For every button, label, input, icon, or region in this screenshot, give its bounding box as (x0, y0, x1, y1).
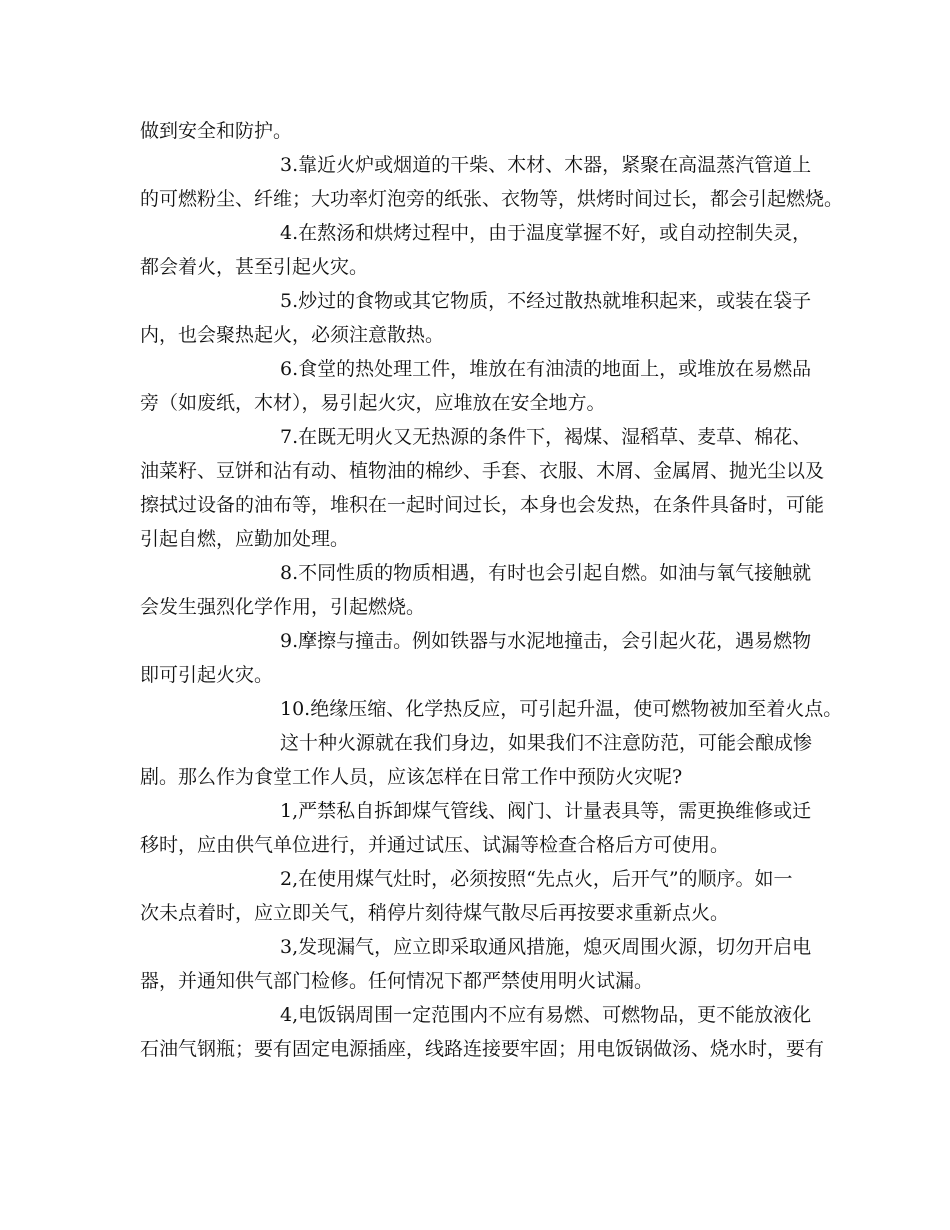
text-line: 次未点着时，应立即关气，稍停片刻待煤气散尽后再按要求重新点火。 (140, 902, 730, 924)
text-line: 4.在熬汤和烘烤过程中，由于温度掌握不好，或自动控制失灵， (280, 222, 812, 244)
text-line: 5.炒过的食物或其它物质，不经过散热就堆积起来，或装在袋子 (280, 290, 812, 312)
text-line: 1,严禁私自拆卸煤气管线、阀门、计量表具等，需更换维修或迁 (280, 800, 812, 822)
document-body (140, 114, 844, 1066)
text-line: 2,在使用煤气灶时，必须按照“先点火，后开气”的顺序。如一 (280, 868, 793, 890)
text-line: 擦拭过设备的油布等，堆积在一起时间过长，本身也会发热，在条件具备时，可能 (140, 494, 825, 516)
text-line: 旁（如废纸，木材），易引起火灾，应堆放在安全地方。 (140, 392, 606, 414)
text-line: 移时，应由供气单位进行，并通过试压、试漏等检查合格后方可使用。 (140, 834, 730, 856)
text-line: 10.绝缘压缩、化学热反应，可引起升温，使可燃物被加至着火点。 (280, 698, 843, 720)
text-line: 油菜籽、豆饼和沾有动、植物油的棉纱、手套、衣服、木屑、金属屑、抛光尘以及 (140, 460, 825, 482)
text-line: 4,电饭锅周围一定范围内不应有易燃、可燃物品，更不能放液化 (280, 1004, 812, 1026)
text-line: 8.不同性质的物质相遇，有时也会引起自燃。如油与氧气接触就 (280, 562, 812, 584)
text-line: 即可引起火灾。 (140, 664, 274, 686)
text-line: 剧。那么作为食堂工作人员，应该怎样在日常工作中预防火灾呢? (140, 766, 683, 788)
text-line: 这十种火源就在我们身边，如果我们不注意防范，可能会酿成惨 (280, 732, 813, 754)
text-line: 做到安全和防护。 (140, 120, 293, 142)
text-line: 内，也会聚热起火，必须注意散热。 (140, 324, 445, 346)
text-line: 器，并通知供气部门检修。任何情况下都严禁使用明火试漏。 (140, 970, 654, 992)
text-line: 9.摩擦与撞击。例如铁器与水泥地撞击，会引起火花，遇易燃物 (280, 630, 812, 652)
text-line: 6.食堂的热处理工件，堆放在有油渍的地面上，或堆放在易燃品 (280, 358, 812, 380)
text-line: 7.在既无明火又无热源的条件下，褐煤、湿稻草、麦草、棉花、 (280, 426, 812, 448)
text-line: 的可燃粉尘、纤维；大功率灯泡旁的纸张、衣物等，烘烤时间过长，都会引起燃烧。 (140, 188, 844, 210)
text-line: 3.靠近火炉或烟道的干柴、木材、木器，紧聚在高温蒸汽管道上 (280, 154, 812, 176)
text-line: 3,发现漏气，应立即采取通风措施，熄灭周围火源，切勿开启电 (280, 936, 812, 958)
text-line: 引起自燃，应勤加处理。 (140, 528, 350, 550)
text-line: 都会着火，甚至引起火灾。 (140, 256, 369, 278)
text-line: 会发生强烈化学作用，引起燃烧。 (140, 596, 426, 618)
text-line: 石油气钢瓶；要有固定电源插座，线路连接要牢固；用电饭锅做汤、烧水时，要有 (140, 1038, 825, 1060)
